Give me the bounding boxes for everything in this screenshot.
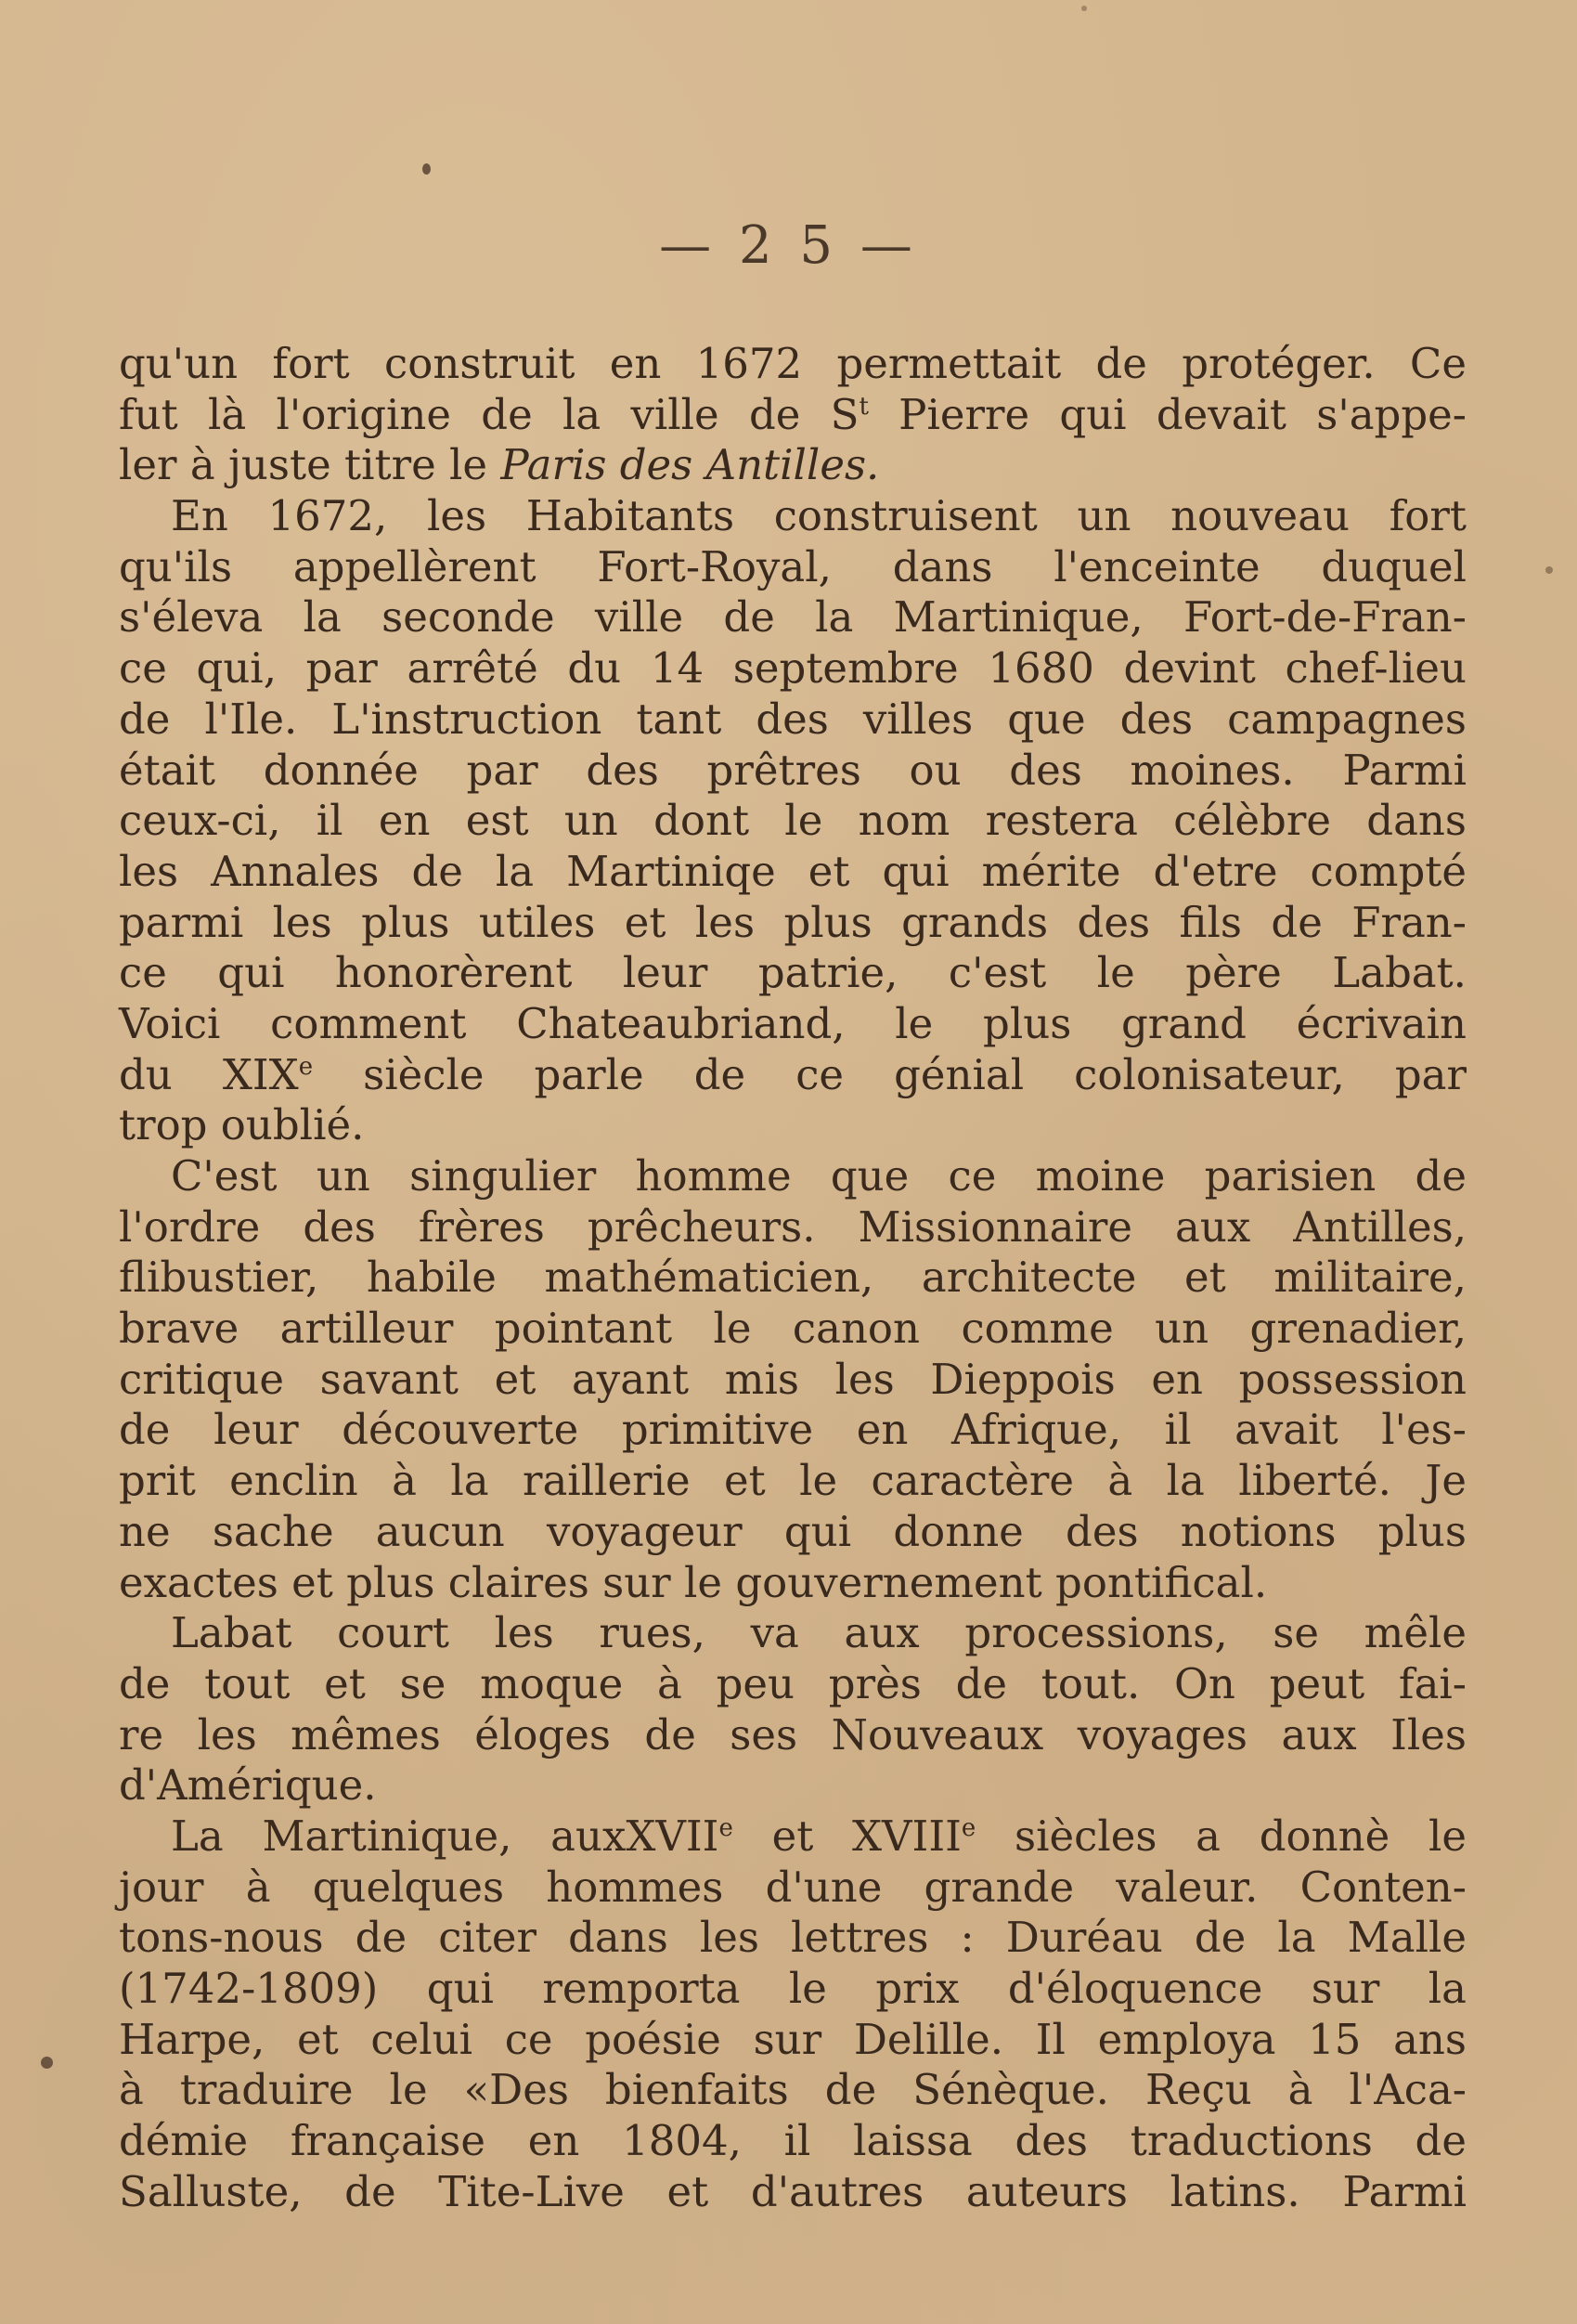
- text-line: critique savant et ayant mis les Dieppois en possession: [119, 1354, 1467, 1404]
- text-line: de tout et se moque à peu près de tout. On peut fai-: [119, 1658, 1467, 1708]
- text-line: qu'ils appellèrent Fort-Royal, dans l'enceinte duquel: [119, 541, 1467, 591]
- text-line: Labat court les rues, va aux processions, se mêle: [171, 1608, 1467, 1658]
- text-line: fut là l'origine de la ville de $S^t$ Pierre qui devait s'appe-: [119, 389, 1467, 439]
- text-line: ne sache aucun voyageur qui donne des notions plus: [119, 1506, 1467, 1556]
- text-line: qu'un fort construit en 1672 permettait de protéger. Ce: [119, 339, 1467, 388]
- text-line: à traduire le «Des bienfaits de Sénèque. Reçu à l'Aca-: [119, 2065, 1467, 2115]
- body-text: [119, 339, 1467, 2217]
- text-line: Harpe, et celui ce poésie sur Delille. Il employa 15 ans: [119, 2014, 1467, 2064]
- text-line: La Martinique, auxXVII$^e$ et XVIIIe siècles a donnè le: [171, 1811, 1467, 1861]
- text-line: s'éleva la seconde ville de la Martinique, Fort-de-Fran-: [119, 592, 1467, 643]
- text-line: jour à quelques hommes d'une grande valeur. Conten-: [119, 1862, 1467, 1912]
- text-line: ce qui, par arrêté du 14 septembre 1680 devint chef-lieu: [119, 643, 1467, 694]
- text-line: du XIXe siècle parle de ce génial colonisateur, par: [119, 1049, 1467, 1099]
- text-line: tons-nous de citer dans les lettres : Duréau de la Malle: [119, 1913, 1467, 1963]
- text-line: Salluste, de Tite-Live et d'autres auteurs latins. Parmi: [119, 2166, 1467, 2216]
- italic-title: Paris des Antilles.: [500, 440, 880, 490]
- text-line: de l'Ile. L'instruction tant des villes que des campagnes: [119, 694, 1467, 744]
- paper-speck: [41, 2057, 53, 2069]
- text-line: flibustier, habile mathématicien, architecte et militaire,: [119, 1253, 1467, 1303]
- text-line: ceux-ci, il en est un dont le nom restera célèbre dans: [119, 796, 1467, 846]
- text-line: était donnée par des prêtres ou des moines. Parmi: [119, 745, 1467, 795]
- text-line: ce qui honorèrent leur patrie, c'est le père Labat.: [119, 948, 1467, 998]
- text-line: démie française en 1804, il laissa des traductions de: [119, 2116, 1467, 2166]
- text-line: ler à juste titre le Paris des Antilles.: [119, 440, 880, 490]
- paper-speck: [1081, 6, 1087, 11]
- text-line: d'Amérique.: [119, 1760, 377, 1811]
- text-line: Voici comment Chateaubriand, le plus grand écrivain: [119, 998, 1467, 1048]
- text-line: En 1672, les Habitants construisent un nouveau fort: [171, 491, 1467, 541]
- text-line: C'est un singulier homme que ce moine parisien de: [171, 1151, 1467, 1201]
- text-line: trop oublié.: [119, 1100, 365, 1150]
- text-line: brave artilleur pointant le canon comme un grenadier,: [119, 1304, 1467, 1354]
- page-number: — 2 5 —: [659, 215, 918, 276]
- text-line: re les mêmes éloges de ses Nouveaux voyages aux Iles: [119, 1709, 1467, 1759]
- text-line: prit enclin à la raillerie et le caractère à la liberté. Je: [119, 1456, 1467, 1506]
- text-line: l'ordre des frères prêcheurs. Missionnaire aux Antilles,: [119, 1201, 1467, 1252]
- text-line: parmi les plus utiles et les plus grands des fils de Fran-: [119, 897, 1467, 947]
- paper-speck: [422, 163, 431, 175]
- paper-speck: [1545, 566, 1553, 574]
- text-line: de leur découverte primitive en Afrique, il avait l'es-: [119, 1405, 1467, 1455]
- text-line: (1742-1809) qui remporta le prix d'éloquence sur la: [119, 1964, 1467, 2013]
- text-line: les Annales de la Martiniqe et qui mérite d'etre compté: [119, 846, 1467, 896]
- text-line: exactes et plus claires sur le gouvernement pontifical.: [119, 1557, 1268, 1607]
